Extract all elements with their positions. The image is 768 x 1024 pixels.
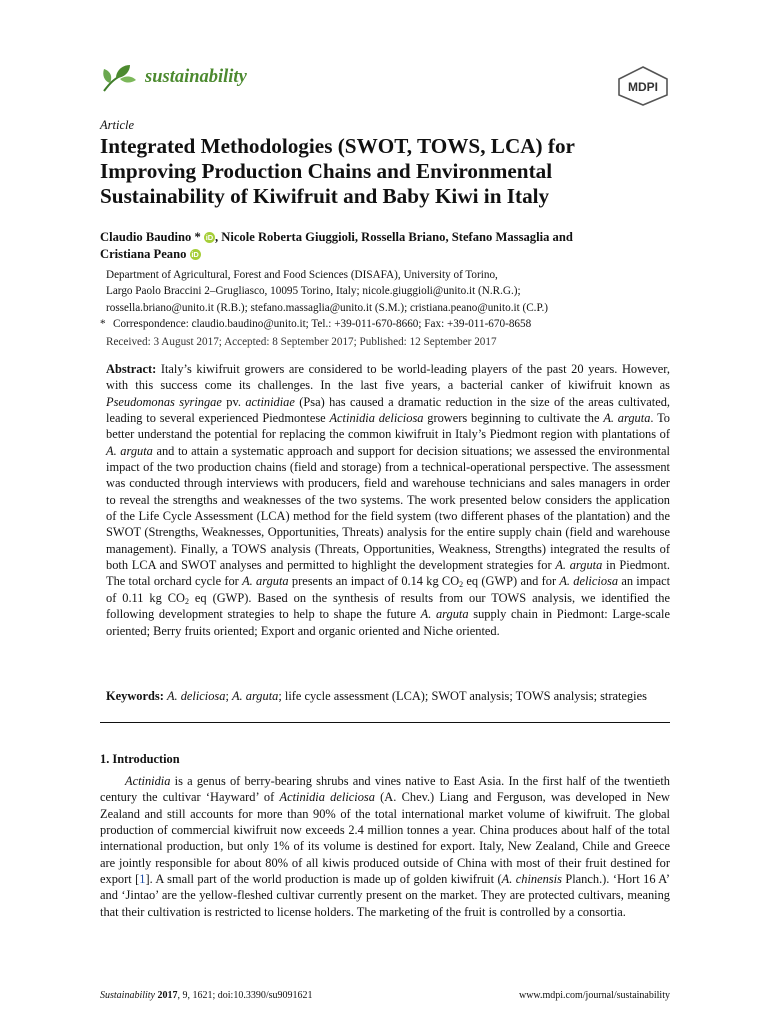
affiliation-line: rossella.briano@unito.it (R.B.); stefano.massaglia@unito.it (S.M.); cristiana.peano@unito.it (C.P.)	[106, 301, 548, 314]
affiliation	[100, 267, 676, 333]
orcid-icon[interactable]: iD	[205, 233, 214, 242]
author-list-middle: , Nicole Roberta Giuggioli, Rossella Briano, Stefano Massaglia and	[214, 230, 573, 244]
correspondence	[100, 316, 676, 332]
footer-citation: Sustainability 2017, 9, 1621; doi:10.3390/su9091621	[100, 990, 313, 1001]
citation-link[interactable]: 1	[139, 872, 146, 887]
correspondence-text: Correspondence: claudio.baudino@unito.it; Tel.: +39-011-670-8660; Fax: +39-011-670-8658	[113, 318, 532, 331]
footer-url[interactable]: www.mdpi.com/journal/sustainability	[518, 990, 670, 1001]
affiliation-line: Department of Agricultural, Forest and Food Sciences (DISAFA), University of Torino,	[106, 269, 498, 281]
keywords-label: Keywords:	[106, 689, 164, 703]
divider	[100, 722, 670, 723]
publication-dates: Received: 3 August 2017; Accepted: 8 September 2017; Published: 12 September 2017	[106, 336, 497, 348]
keywords: Keywords: A. deliciosa; A. arguta; life cycle assessment (LCA); SWOT analysis; TOWS analysis; strategies	[106, 689, 647, 703]
journal-name: sustainability	[145, 67, 247, 87]
author-1: Claudio Baudino *	[100, 230, 201, 244]
leaf-icon	[100, 63, 138, 95]
paper-title: Integrated Methodologies (SWOT, TOWS, LCA) for Improving Production Chains and Environmental Sustainability of Kiwifruit and Baby Kiwi in Italy	[100, 134, 575, 208]
publisher-label: MDPI	[628, 80, 658, 94]
section-heading: 1. Introduction	[100, 752, 180, 766]
author-list	[100, 229, 670, 263]
abstract-label: Abstract:	[106, 362, 157, 376]
introduction-body	[100, 773, 670, 920]
author-last: Cristiana Peano	[100, 247, 187, 261]
paragraph: Actinidia is a genus of berry-bearing shrubs and vines native to East Asia. In the first half of the twentieth century the cultivar ‘Hayward’ of Actinidia deliciosa (A. Chev.) Liang and Ferguson, was developed in New Zealand and still accounts for more than 90% of the total international market volume of kiwifruit. The global production of commercial kiwifruit now exceeds 2.4 million tonnes a year. China produces about half of the total international production, but only 1% of its volume is destined for export. Italy, New Zealand, Chile and Greece are jointly responsible for about 80% of all kiwis produced outside of China with most of their fruit destined for export [1]. A small part of the world production is made up of golden kiwifruit (A. chinensis Planch.). ‘Hort 16 A’ and ‘Jintao’ are the yellow-fleshed cultivar currently present on the market. They are protected cultivars, meaning that their cultivation is restricted to license holders. The marketing of the fruit is controlled by a consortia.	[100, 774, 670, 919]
mdpi-logo	[617, 66, 669, 106]
journal-logo	[100, 62, 138, 96]
affiliation-line: Largo Paolo Braccini 2–Grugliasco, 10095 Torino, Italy; nicole.giuggioli@unito.it (N.R.G.);	[106, 285, 521, 298]
abstract: Abstract: Italy’s kiwifruit growers are considered to be world-leading players of the past 20 years. However, with this success come its challenges. In the last five years, a bacterial canker of kiwifruit known as Pseudomonas syringae pv. actinidiae (Psa) has caused a dramatic reduction in the size of the areas cultivated, leading to several experienced Piedmontese Actinidia deliciosa growers beginning to cultivate the A. arguta. To better understand the potential for replacing the common kiwifruit in Italy’s Piedmont region with plantations of A. arguta and to attain a systematic approach and support for decision situations; we assessed the environmental impact of the two production chains (field and storage) from a technical-operational perspective. The assessment was conducted through interviews with producers, field and warehouse technicians and sales managers in order to reveal the strengths and weaknesses of the two systems. The work presented below considers the application of the Life Cycle Assessment (LCA) method for the field system (two different phases of the plantation) and the SWOT (Strengths, Weaknesses, Opportunities, Threats) analysis for the entire supply chain (field and warehouse management). Finally, a TOWS analysis (Threats, Opportunities, Weakness, Strengths) integrated the results of both LCA and SWOT analyses and permitted to highlight the development strategies for A. arguta in Piedmont. The total orchard cycle for A. arguta presents an impact of 0.14 kg $CO_2$ eq (GWP) and for A. deliciosa an impact of 0.11 kg $CO_2$ eq (GWP). Based on the synthesis of results from our TOWS analysis, we identified the following development strategies to help to shape the future A. arguta supply chain in Piedmont: Large-scale oriented; Berry fruits oriented; Export and organic oriented and Niche oriented.	[106, 362, 671, 638]
orcid-icon[interactable]: iD	[191, 250, 199, 259]
correspondence-marker: *	[100, 318, 106, 331]
article-type: Article	[100, 118, 135, 132]
